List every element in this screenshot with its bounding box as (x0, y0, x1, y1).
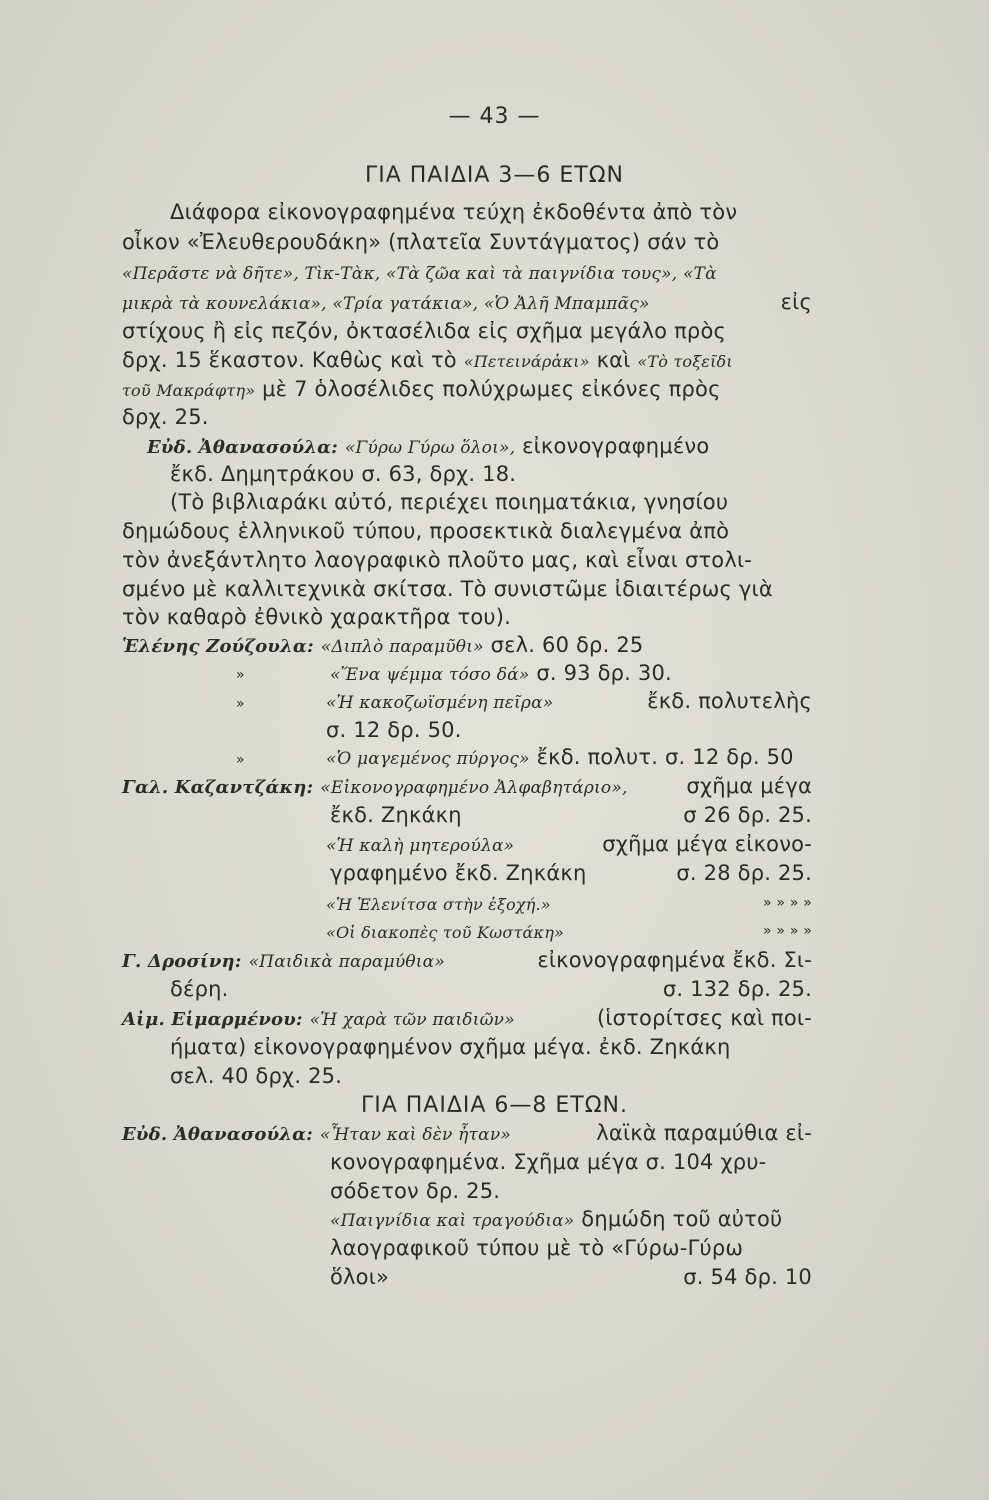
ditto-mark: » (236, 696, 245, 712)
entry3-line4-a: γραφημένο ἔκδ. Ζηκάκη (330, 861, 587, 885)
para1-line4-end: εἰς (780, 290, 812, 314)
para1-line7 (122, 376, 721, 404)
entry5-line3: σελ. 40 δρχ. 25. (170, 1064, 343, 1088)
entry5-line2: ήματα) εἰκονογραφημένον σχῆμα μέγα. ἐκδ. Ζηκάκη (170, 1035, 731, 1059)
entry4-line1 (122, 947, 812, 975)
entry4-author: Γ. Δροσίνη: (122, 951, 242, 972)
ditto-mark: » (236, 752, 245, 768)
ditto-marks: » » » » (762, 923, 812, 939)
entry6-line4 (330, 1206, 782, 1234)
entry3-line3 (326, 831, 812, 859)
entry6-line6-a: ὅλοι» (330, 1265, 390, 1289)
entry1-line2: ἔκδ. Δημητράκου σ. 63, δρχ. 18. (170, 462, 517, 486)
entry6-author: Εὐδ. Ἀθανασούλα: (122, 1124, 313, 1145)
entry3-line4-b: σ. 28 δρ. 25. (676, 861, 812, 885)
page-number: — 43 — (448, 104, 541, 129)
entry2-title3-rest: ἔκδ. πολυτελὴς (647, 689, 812, 713)
para1-line4-titles: μικρὰ τὰ κουνελάκια», «Τρία γατάκια», «Ὁ Ἀλῆ Μπαμπᾶς» (122, 294, 650, 314)
entry2-title2: «Ἕνα ψέμμα τόσο δά» (330, 665, 530, 685)
entry1-author: Εὐδ. Ἀθανασούλα: (147, 437, 338, 458)
para1-line2: οἶκον «Ἐλευθερουδάκη» (πλατεῖα Συντάγματος) σάν τὸ (122, 230, 720, 254)
entry3-publisher: ἔκδ. Ζηκάκη (330, 803, 462, 827)
entry4-title: «Παιδικὰ παραμύθια» (248, 952, 445, 972)
entry1-desc: εἰκονογραφημένο (522, 434, 710, 458)
para1-line5: στίχους ἢ εἰς πεζόν, ὀκτασέλιδα εἰς σχῆμα μεγάλο πρὸς (122, 319, 727, 343)
entry1-line1 (147, 433, 709, 461)
entry3-title2: «Ἡ καλὴ μητερούλα» (326, 836, 515, 856)
entry2-line4: σ. 12 δρ. 50. (326, 718, 462, 742)
entry2-line1 (122, 632, 643, 660)
entry1-title: «Γύρω Γύρω ὅλοι», (344, 438, 516, 458)
entry2-title4-rest: ἔκδ. πολυτ. σ. 12 δρ. 50 (536, 745, 794, 769)
para2-line4: σμένο μὲ καλλιτεχνικὰ σκίτσα. Τὸ συνιστῶμε ἰδιαιτέρως γιὰ (122, 577, 773, 601)
para2-line1: (Τὸ βιβλιαράκι αὐτό, περιέχει ποιηματάκια, γνησίου (170, 490, 729, 514)
entry2-title2-rest: σ. 93 δρ. 30. (536, 661, 672, 685)
entry2-title1: «Διπλὸ παραμῦθι» (320, 637, 484, 657)
entry4-rest: εἰκονογραφημένα ἔκδ. Σι- (537, 948, 812, 972)
entry6-line1 (122, 1120, 812, 1148)
entry3-line4 (330, 860, 812, 886)
para2-line2: δημώδους ἑλληνικοῦ τύπου, προσεκτικὰ διαλεγμένα ἀπὸ (122, 519, 730, 543)
entry2-title1-rest: σελ. 60 δρ. 25 (490, 633, 644, 657)
section-heading-6-8: ΓΙΑ ΠΑΙΔΙΑ 6—8 ΕΤΩΝ. (360, 1093, 629, 1118)
entry2-line3 (326, 688, 812, 716)
entry2-author: Ἑλένης Ζούζουλα: (122, 636, 314, 657)
entry6-line6 (330, 1264, 812, 1290)
entry4-line2 (170, 976, 812, 1002)
entry4-line2-b: σ. 132 δρ. 25. (662, 977, 812, 1001)
entry2-line5 (326, 744, 794, 772)
ditto-marks: » » » » (762, 895, 812, 911)
entry6-line5: λαογραφικοῦ τύπου μὲ τὸ «Γύρω-Γύρω (330, 1236, 744, 1260)
entry3-line2 (330, 802, 812, 828)
entry3-pages-price: σ 26 δρ. 25. (683, 803, 812, 827)
entry6-rest: λαϊκὰ παραμύθια εἰ- (596, 1121, 812, 1145)
para1-line6-b: «Πετεινάρἀκι» (463, 352, 590, 371)
entry2-title4: «Ὁ μαγεμένος πύργος» (326, 749, 530, 769)
para1-line7-a: τοῦ Μακράφτη» (122, 381, 256, 400)
ditto-mark: » (236, 667, 245, 683)
entry3-title3: «Ἡ Ἑλενίτσα στὴν ἐξοχή.» (326, 895, 551, 914)
para1-line6-a: δρχ. 15 ἕκαστον. Καθὼς καὶ τὸ (122, 348, 457, 372)
entry3-line5 (326, 890, 812, 918)
entry3-line1 (122, 773, 812, 801)
entry3-title4: «Οἱ διακοπὲς τοῦ Κωστάκη» (326, 923, 564, 942)
para1-line7-b: μὲ 7 ὁλοσέλιδες πολύχρωμες εἰκόνες πρὸς (262, 377, 721, 401)
entry5-line1 (122, 1005, 812, 1033)
entry4-line2-a: δέρη. (170, 977, 229, 1001)
entry6-title2-rest: δημώδη τοῦ αὐτοῦ (581, 1207, 783, 1231)
entry6-title2: «Παιγνίδια καὶ τραγούδια» (330, 1211, 575, 1231)
entry5-rest: (ἱστορίτσες καὶ ποι- (596, 1006, 812, 1030)
para1-line6-c: καὶ (596, 348, 631, 372)
para2-line3: τὸν ἀνεξάντλητο λαογραφικὸ πλοῦτο μας, καὶ εἶναι στολι- (122, 548, 753, 572)
entry3-title1-rest: σχῆμα μέγα (686, 774, 812, 798)
para2-line5: τὸν καθαρὸ ἐθνικὸ χαρακτῆρα του). (122, 605, 512, 629)
entry5-author: Αἰμ. Εἱμαρμένου: (122, 1009, 303, 1030)
entry3-title2-rest: σχῆμα μέγα εἰκονο- (602, 832, 812, 856)
para1-line6 (122, 347, 733, 375)
para1-line1: Διάφορα εἰκονογραφημένα τεύχη ἐκδοθέντα ἀπὸ τὸν (170, 200, 738, 224)
para1-line6-d: «Τὸ τοξεῖδι (637, 352, 733, 371)
entry6-line6-b: σ. 54 δρ. 10 (683, 1265, 812, 1289)
entry3-author: Γαλ. Καζαντζάκη: (122, 777, 314, 798)
entry6-line3: σόδετον δρ. 25. (330, 1179, 501, 1203)
entry2-title3: «Ἡ κακοζωϊσμένη πεῖρα» (326, 693, 554, 713)
entry6-title: «Ἦταν καὶ δὲν ἦταν» (319, 1125, 511, 1145)
entry5-title: «Ἡ χαρὰ τῶν παιδιῶν» (309, 1010, 515, 1030)
entry2-line2 (330, 660, 672, 688)
section-heading-3-6: ΓΙΑ ΠΑΙΔΙΑ 3—6 ΕΤΩΝ (364, 163, 625, 188)
entry6-line2: κονογραφημένα. Σχῆμα μέγα σ. 104 χρυ- (330, 1150, 767, 1174)
para1-line4 (122, 289, 812, 317)
entry3-line6 (326, 918, 812, 946)
entry3-title1: «Εἰκονογραφημένο Ἀλφαβητάριο», (320, 778, 628, 798)
para1-line3: «Περᾶστε νὰ δῆτε», Τὶκ-Τὰκ, «Τὰ ζῶα καὶ τὰ παιγνίδια τους», «Τὰ (122, 264, 717, 284)
para1-line8: δρχ. 25. (122, 405, 209, 429)
